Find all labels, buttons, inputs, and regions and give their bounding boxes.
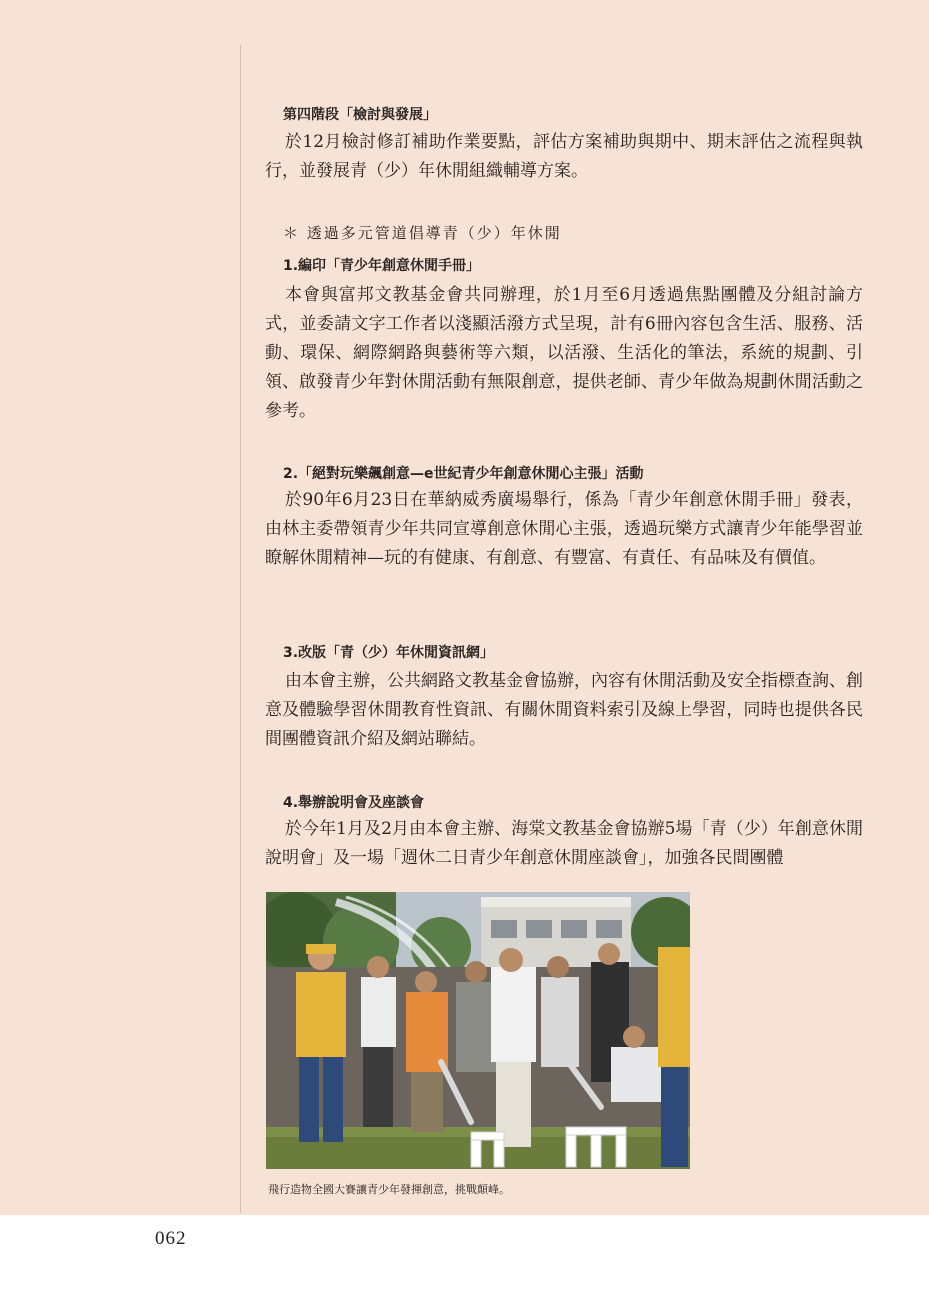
item2-heading: 2.「絕對玩樂飆創意—e世紀青少年創意休閒心主張」活動 [283, 466, 644, 482]
item4-paragraph: 於今年1月及2月由本會主辦、海棠文教基金會協辦5場「青（少）年創意休閒說明會」及一場「週休二日青少年創意休閒座談會」，加強各民間團體 [265, 819, 863, 868]
margin-rule [240, 45, 241, 1213]
item1-paragraph: 本會與富邦文教基金會共同辦理，於1月至6月透過焦點團體及分組討論方式，並委請文字工作者以淺顯活潑方式呈現，計有6冊內容包含生活、服務、活動、環保、網際網路與藝術等六類，以活潑、生活化的筆法，系統的規劃、引領、啟發青少年對休閒活動有無限創意，提供老師、青少年做為規劃休閒活動之參考。 [265, 285, 863, 421]
item3-heading: 3.改版「青（少）年休閒資訊網」 [283, 645, 495, 661]
event-photo-illustration [266, 892, 690, 1169]
stage4-heading: 第四階段「檢討與發展」 [283, 107, 437, 123]
item2-paragraph: 於90年6月23日在華納威秀廣場舉行，係為「青少年創意休閒手冊」發表，由林主委帶領青少年共同宣導創意休閒心主張，透過玩樂方式讓青少年能學習並瞭解休閒精神—玩的有健康、有創意、有豐富、有責任、有品味及有價值。 [265, 490, 863, 568]
stage4-paragraph: 於12月檢討修訂補助作業要點，評估方案補助與期中、期末評估之流程與執行，並發展青（少）年休閒組織輔導方案。 [265, 132, 863, 181]
event-photo [266, 892, 690, 1169]
photo-caption: 飛行造物全國大賽讓青少年發揮創意，挑戰顛峰。 [268, 1183, 510, 1196]
item1-heading: 1.編印「青少年創意休閒手冊」 [283, 258, 481, 274]
item3-paragraph: 由本會主辦，公共網路文教基金會協辦，內容有休閒活動及安全指標查詢、創意及體驗學習休閒教育性資訊、有關休閒資料索引及線上學習，同時也提供各民間團體資訊介紹及網站聯結。 [265, 671, 863, 749]
item4-heading: 4.舉辦說明會及座談會 [283, 795, 425, 811]
page-number: 062 [155, 1228, 187, 1249]
multi-channel-heading: ＊ 透過多元管道倡導青（少）年休閒 [283, 224, 562, 242]
